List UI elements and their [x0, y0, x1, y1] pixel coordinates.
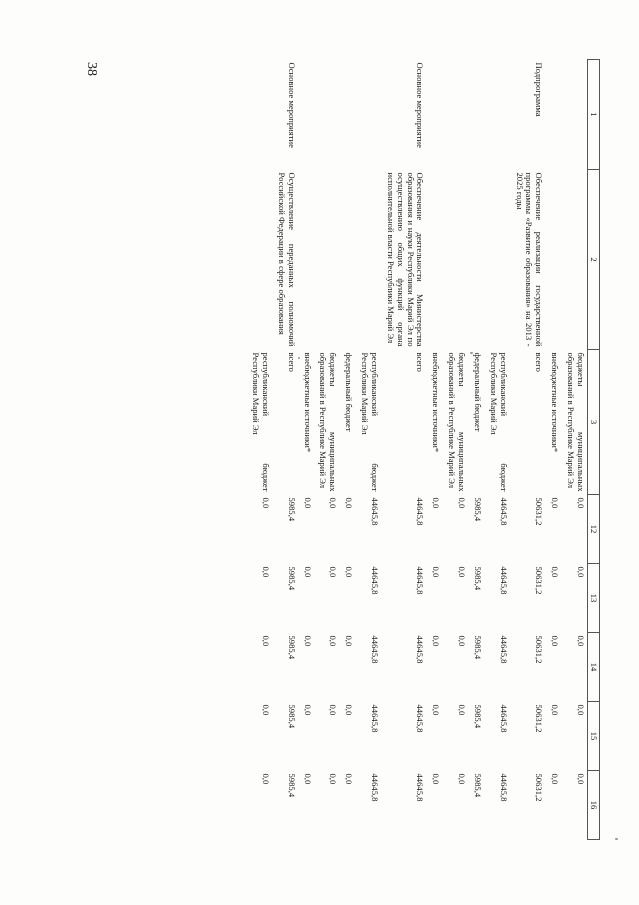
value-col-16: 0,0: [261, 773, 271, 785]
value-col-15: 5985,4: [473, 704, 483, 729]
value-col-16: 44645,8: [498, 773, 509, 802]
value-col-15: 0,0: [550, 704, 561, 716]
funding-source-cell: бюджеты муниципальных образований в Республике Марий Эл: [318, 352, 339, 492]
value-col-14: 44645,8: [370, 635, 380, 664]
value-col-12: 0,0: [576, 497, 586, 509]
value-col-12: 5985,4: [286, 497, 297, 522]
value-col-16: 5985,4: [286, 773, 297, 798]
value-col-16: 0,0: [457, 773, 468, 785]
table-row: [339, 60, 355, 840]
column-header: 2: [588, 170, 600, 350]
row-type-cell: Основное мероприятие: [415, 62, 426, 148]
row-name-cell: [484, 170, 510, 350]
value-col-13: 0,0: [457, 566, 468, 578]
row-type-cell: [355, 60, 381, 170]
column-header: 12: [588, 495, 600, 564]
value-col-15: 0,0: [431, 704, 442, 716]
value-col-16: 0,0: [302, 773, 313, 785]
value-col-14: 44645,8: [498, 635, 509, 664]
value-col-12: 0,0: [344, 497, 355, 509]
row-name-cell: [355, 170, 381, 350]
table-row: [510, 60, 546, 840]
value-col-13: 44645,8: [370, 566, 380, 595]
value-col-12: 0,0: [302, 497, 313, 509]
value-col-15: 44645,8: [370, 704, 380, 733]
value-col-15: 0,0: [457, 704, 468, 716]
row-type-cell: [246, 60, 272, 170]
row-name-cell: [427, 170, 443, 350]
value-col-13: 5985,4: [473, 566, 483, 591]
budget-table: [246, 59, 600, 840]
value-col-16: 0,0: [431, 773, 442, 785]
table-header-row: [588, 60, 600, 840]
row-name-cell: Обеспечение деятельности Министерства образования и науки Республики Марий Эл по осуществлению общих функций органа исполнительной власти Республики Марий Эл: [385, 172, 426, 347]
value-col-13: 0,0: [550, 566, 561, 578]
value-col-15: 0,0: [302, 704, 313, 716]
value-col-12: 50631,2: [534, 497, 545, 526]
funding-source-cell: всего: [534, 352, 545, 372]
table-body: [246, 60, 587, 840]
value-col-15: 44645,8: [498, 704, 509, 733]
value-col-13: 0,0: [576, 566, 586, 578]
row-name-cell: Осуществление переданных полномочий Российской Федерации в сфере образования: [276, 172, 297, 347]
row-type-cell: [298, 60, 314, 170]
funding-source-cell: всего: [286, 352, 297, 372]
value-col-12: 44645,8: [415, 497, 426, 526]
value-col-15: 0,0: [328, 704, 339, 716]
table-row: [298, 60, 314, 840]
column-header: 3: [588, 350, 600, 495]
funding-source-cell: республиканский бюджет Республики Марий Эл: [360, 352, 380, 492]
table-row: [381, 60, 427, 840]
row-type-cell: Основное мероприятие: [286, 62, 297, 148]
row-name-cell: [545, 170, 561, 350]
value-col-14: 0,0: [457, 635, 468, 647]
value-col-13: 5985,4: [286, 566, 297, 591]
row-name-cell: [468, 170, 484, 350]
table-row: [442, 60, 468, 840]
value-col-14: 0,0: [261, 635, 271, 647]
funding-source-cell: всего: [415, 352, 426, 372]
value-col-13: 0,0: [344, 566, 355, 578]
value-col-16: 44645,8: [415, 773, 426, 802]
page-number: 38: [84, 62, 99, 76]
row-type-cell: Подпрограмма: [534, 62, 545, 117]
rotated-table-container: [100, 59, 600, 839]
funding-source-cell: внебюджетные источники*: [431, 352, 442, 453]
row-name-cell: [442, 170, 468, 350]
row-name-cell: [314, 170, 340, 350]
value-col-15: 0,0: [261, 704, 271, 716]
value-col-12: 5985,4: [473, 497, 483, 522]
value-col-13: 0,0: [302, 566, 313, 578]
funding-source-cell: внебюджетные источники*: [302, 352, 313, 453]
value-col-14: 0,0: [576, 635, 586, 647]
value-col-13: 50631,2: [534, 566, 545, 595]
value-col-15: 0,0: [576, 704, 586, 716]
row-name-cell: [339, 170, 355, 350]
row-type-cell: [339, 60, 355, 170]
value-col-15: 5985,4: [286, 704, 297, 729]
value-col-15: 50631,2: [534, 704, 545, 733]
row-type-cell: [484, 60, 510, 170]
value-col-12: 44645,8: [370, 497, 380, 526]
row-name-cell: [561, 170, 587, 350]
scan-speck: [298, 357, 300, 359]
value-col-12: 0,0: [328, 497, 339, 509]
table-row: [314, 60, 340, 840]
value-col-13: 0,0: [261, 566, 271, 578]
funding-source-cell: республиканский бюджет Республики Марий Эл: [488, 352, 509, 492]
value-col-16: 0,0: [550, 773, 561, 785]
column-header: 14: [588, 633, 600, 702]
row-type-cell: [468, 60, 484, 170]
value-col-14: 0,0: [302, 635, 313, 647]
value-col-15: 44645,8: [415, 704, 426, 733]
funding-source-cell: федеральный бюджет: [473, 352, 483, 432]
scan-speck: [470, 352, 473, 354]
value-col-16: 44645,8: [370, 773, 380, 802]
value-col-16: 5985,4: [473, 773, 483, 798]
funding-source-cell: внебюджетные источники*: [550, 352, 561, 453]
value-col-12: 44645,8: [498, 497, 509, 526]
row-type-cell: [545, 60, 561, 170]
value-col-13: 0,0: [431, 566, 442, 578]
value-col-16: 50631,2: [534, 773, 545, 802]
value-col-14: 50631,2: [534, 635, 545, 664]
value-col-12: 0,0: [261, 497, 271, 509]
table-row: [561, 60, 587, 840]
value-col-12: 0,0: [457, 497, 468, 509]
row-type-cell: [561, 60, 587, 170]
funding-source-cell: республиканский бюджет Республики Марий Эл: [251, 352, 271, 492]
value-col-14: 0,0: [344, 635, 355, 647]
table-row: [468, 60, 484, 840]
row-type-cell: [427, 60, 443, 170]
row-name-cell: [246, 170, 272, 350]
scan-speck: [615, 838, 618, 840]
value-col-14: 5985,4: [286, 635, 297, 660]
column-header: 15: [588, 702, 600, 771]
value-col-12: 0,0: [550, 497, 561, 509]
table-row: [484, 60, 510, 840]
funding-source-cell: бюджеты муниципальных образований в Республике Марий Эл: [447, 352, 468, 492]
value-col-13: 44645,8: [415, 566, 426, 595]
row-name-cell: Обеспечение реализации государственной программы «Развитие образования» на 2013 - 2025 годы: [514, 172, 545, 347]
value-col-13: 0,0: [328, 566, 339, 578]
funding-source-cell: бюджеты муниципальных образований в Республике Марий Эл: [566, 352, 586, 492]
value-col-13: 44645,8: [498, 566, 509, 595]
value-col-16: 0,0: [576, 773, 586, 785]
table-row: [427, 60, 443, 840]
column-header: 13: [588, 564, 600, 633]
value-col-14: 0,0: [431, 635, 442, 647]
row-type-cell: [442, 60, 468, 170]
value-col-14: 5985,4: [473, 635, 483, 660]
row-name-cell: [298, 170, 314, 350]
value-col-12: 0,0: [431, 497, 442, 509]
column-header: 16: [588, 771, 600, 840]
table-row: [246, 60, 272, 840]
value-col-14: 0,0: [550, 635, 561, 647]
row-type-cell: [314, 60, 340, 170]
value-col-14: 44645,8: [415, 635, 426, 664]
table-row: [355, 60, 381, 840]
value-col-15: 0,0: [344, 704, 355, 716]
column-header: 1: [588, 60, 600, 170]
value-col-16: 0,0: [328, 773, 339, 785]
value-col-14: 0,0: [328, 635, 339, 647]
table-row: [545, 60, 561, 840]
funding-source-cell: федеральный бюджет: [344, 352, 355, 432]
table-row: [272, 60, 298, 840]
value-col-16: 0,0: [344, 773, 355, 785]
